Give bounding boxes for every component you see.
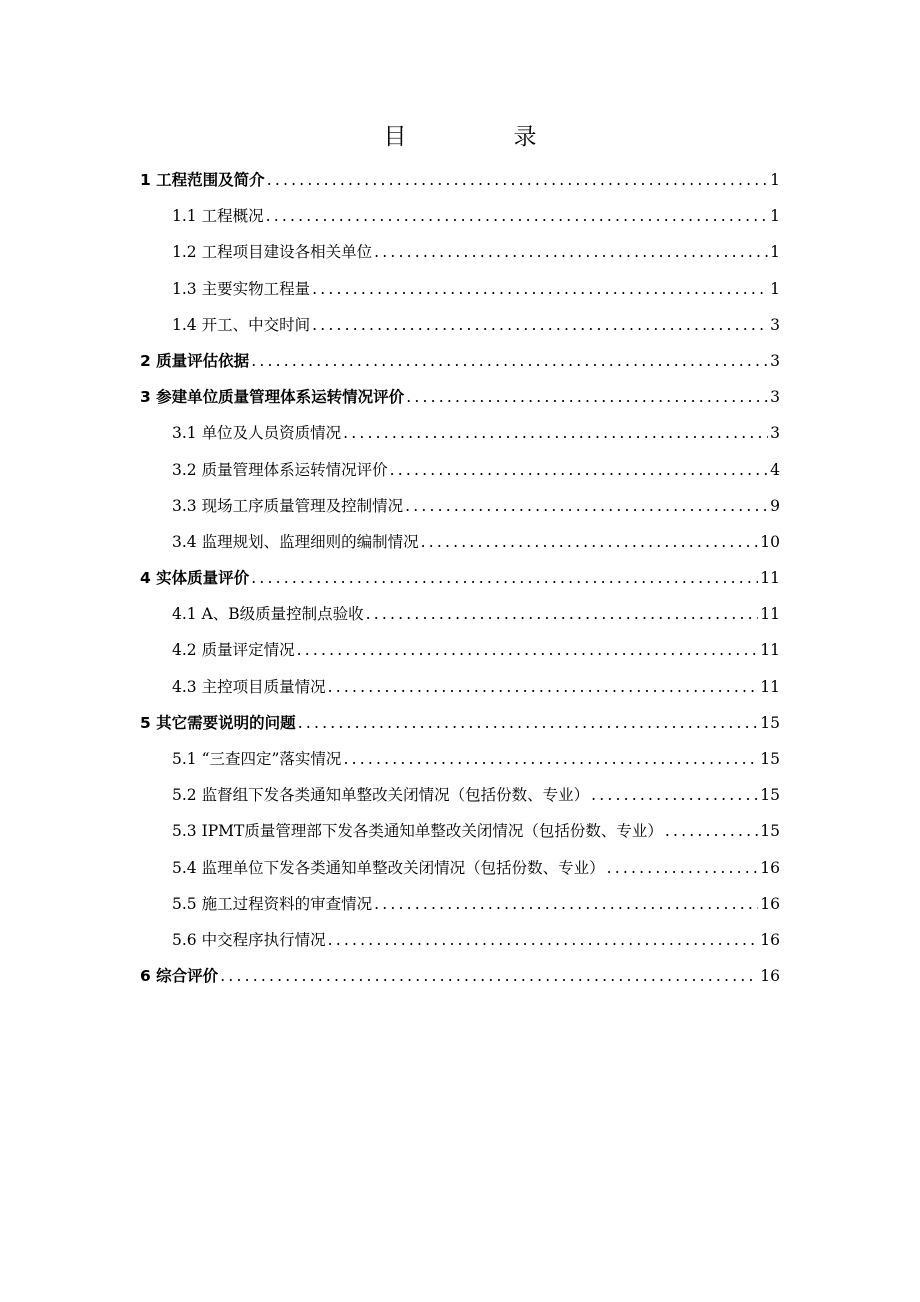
toc-page-number: 3 [770,351,780,370]
toc-page-number: 15 [760,713,780,732]
toc-entry-label: 1.3 主要实物工程量 [172,279,311,298]
toc-entry-label: 4.3 主控项目质量情况 [172,677,326,696]
toc-page-number: 16 [760,930,780,949]
toc-entry-chapter[interactable] [140,343,780,379]
toc-page-number: 11 [760,641,780,660]
toc-entry-label: 5.2 监督组下发各类通知单整改关闭情况（包括份数、专业） [172,786,590,805]
toc-dot-leader [312,307,768,343]
toc-page-number: 16 [760,894,780,913]
toc-entry-section[interactable] [140,234,780,270]
toc-page-number: 11 [760,677,780,696]
toc-dot-leader [406,379,768,415]
toc-entry-section[interactable] [140,669,780,705]
toc-entry-chapter[interactable] [140,162,780,198]
toc-page-number: 15 [760,750,780,768]
toc-dot-leader [328,922,759,958]
toc-entry-section[interactable] [140,596,780,632]
toc-entry-label: 5.4 监理单位下发各类通知单整改关闭情况（包括份数、专业） [172,858,605,877]
toc-entry-label: 5 其它需要说明的问题 [140,713,296,732]
toc-entry-section[interactable] [140,415,780,451]
toc-title: 目 录 [383,124,579,150]
toc-entry-label: 6 综合评价 [140,967,219,986]
toc-dot-leader [267,162,768,198]
toc-page-number: 1 [770,243,780,262]
toc-dot-leader [328,669,759,705]
toc-page-number: 4 [770,460,780,479]
toc-dot-leader [665,813,758,849]
toc-entry-section[interactable] [140,922,780,958]
toc-dot-leader [312,271,768,307]
toc-page-number: 11 [760,569,780,588]
toc-dot-leader [251,560,758,596]
toc-entry-label: 5.1 “三查四定”落实情况 [172,750,342,768]
toc-page-number: 1 [770,171,780,189]
toc-entry-label: 1.4 开工、中交时间 [172,315,311,334]
toc-dot-leader [251,343,768,379]
toc-page-number: 1 [770,207,780,226]
toc-page-number: 16 [760,858,780,877]
toc-entry-label: 1 工程范围及简介 [140,171,265,189]
toc-entry-section[interactable] [140,452,780,488]
table-of-contents [140,162,780,994]
toc-entry-section[interactable] [140,488,780,524]
toc-dot-leader [591,777,758,813]
toc-dot-leader [390,452,768,488]
toc-entry-section[interactable] [140,850,780,886]
toc-entry-section[interactable] [140,198,780,234]
toc-page-number: 15 [760,786,780,805]
toc-dot-leader [421,524,759,560]
toc-dot-leader [343,415,768,451]
toc-entry-label: 1.2 工程项目建设各相关单位 [172,243,373,262]
toc-dot-leader [405,488,768,524]
toc-page-number: 1 [770,279,780,298]
toc-page-number: 10 [760,532,780,551]
toc-entry-label: 3 参建单位质量管理体系运转情况评价 [140,388,405,407]
toc-entry-label: 4 实体质量评价 [140,569,250,588]
toc-entry-label: 4.1 A、B级质量控制点验收 [172,605,364,624]
toc-entry-section[interactable] [140,741,780,777]
toc-dot-leader [298,705,759,741]
toc-dot-leader [343,741,758,777]
toc-page-number: 11 [760,605,780,624]
toc-entry-label: 2 质量评估依据 [140,351,250,370]
toc-entry-chapter[interactable] [140,560,780,596]
toc-entry-section[interactable] [140,271,780,307]
toc-entry-section[interactable] [140,307,780,343]
toc-page-number: 9 [770,496,780,515]
toc-entry-label: 3.1 单位及人员资质情况 [172,424,342,443]
toc-dot-leader [374,234,768,270]
toc-entry-chapter[interactable] [140,958,780,994]
toc-entry-label: 3.2 质量管理体系运转情况评价 [172,460,388,479]
toc-dot-leader [374,886,758,922]
toc-entry-chapter[interactable] [140,379,780,415]
toc-entry-label: 5.5 施工过程资料的审查情况 [172,894,373,913]
toc-page-number: 3 [770,388,780,407]
toc-entry-section[interactable] [140,632,780,668]
toc-page-number: 16 [760,967,780,986]
toc-dot-leader [297,632,759,668]
toc-dot-leader [607,850,759,886]
toc-entry-label: 3.3 现场工序质量管理及控制情况 [172,496,404,515]
toc-dot-leader [266,198,768,234]
toc-entry-section[interactable] [140,777,780,813]
toc-dot-leader [366,596,759,632]
toc-entry-label: 3.4 监理规划、监理细则的编制情况 [172,532,419,551]
toc-entry-section[interactable] [140,813,780,849]
toc-page-number: 3 [770,424,780,443]
toc-entry-label: 4.2 质量评定情况 [172,641,295,660]
toc-page-number: 3 [770,315,780,334]
toc-entry-section[interactable] [140,524,780,560]
toc-entry-section[interactable] [140,886,780,922]
toc-entry-chapter[interactable] [140,705,780,741]
toc-page-number: 15 [760,822,780,841]
toc-entry-label: 1.1 工程概况 [172,207,264,226]
toc-dot-leader [220,958,758,994]
toc-entry-label: 5.6 中交程序执行情况 [172,930,326,949]
toc-entry-label: 5.3 IPMT质量管理部下发各类通知单整改关闭情况（包括份数、专业） [172,822,663,841]
